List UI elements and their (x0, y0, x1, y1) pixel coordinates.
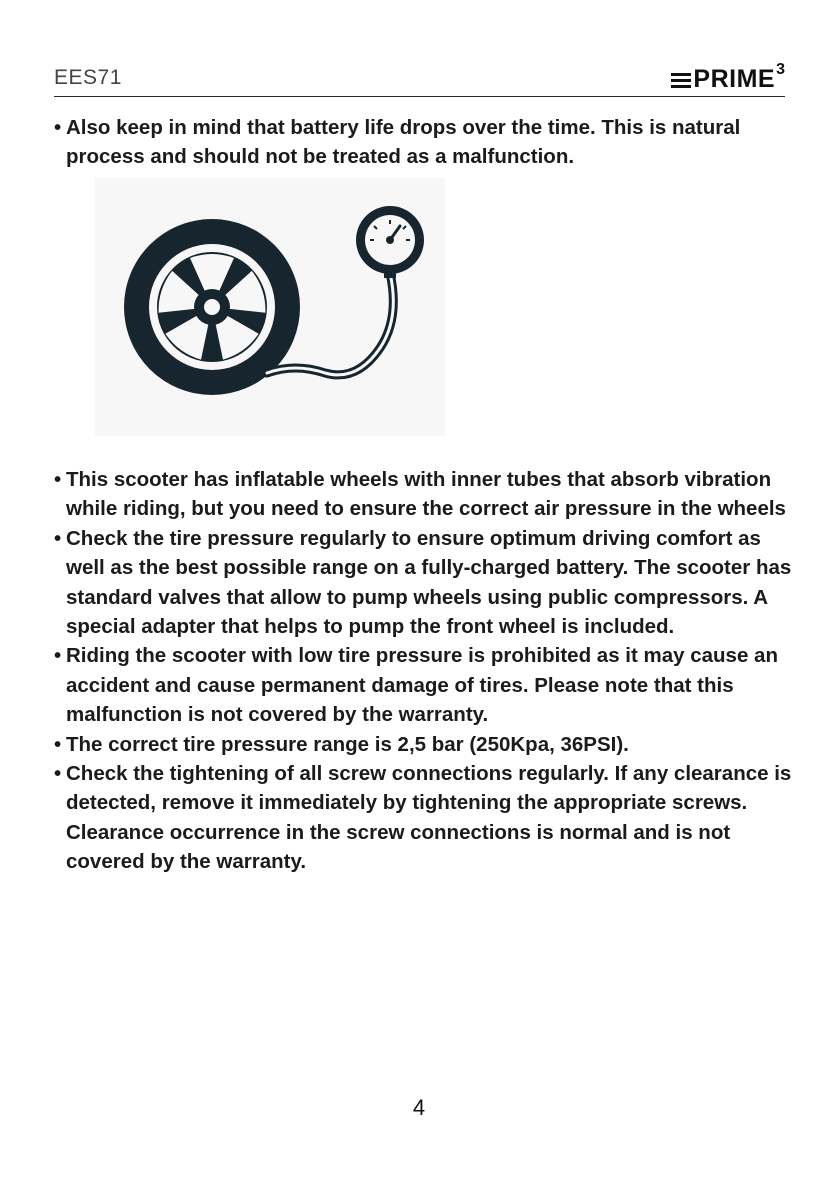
page-header (54, 62, 785, 97)
list-item (54, 641, 794, 729)
page-number: 4 (412, 1095, 426, 1120)
bullet-text: Check the tire pressure regularly to ensure optimum driving comfort as well as the best possible range on a fully-charged battery. The scooter has standard valves that allow to pump wheels using public compressors. A special adapter that helps to pump the front wheel is included. (66, 526, 792, 639)
illustration (95, 178, 445, 436)
list-item (54, 730, 794, 759)
bullet-dot: • (54, 468, 62, 491)
brand-superscript: 3 (776, 61, 785, 78)
tire-bullet-list (54, 465, 794, 877)
bullet-text: Riding the scooter with low tire pressure is prohibited as it may cause an accident and cause permanent damage of tires. Please note that this malfunction is not covered by the warranty. (66, 644, 778, 727)
bullet-text: Check the tightening of all screw connections regularly. If any clearance is detected, remove it immediately by tightening the appropriate screws. Clearance occurrence in the screw connections is normal and is not covered by the warranty. (66, 762, 792, 874)
brand-lines-icon (671, 73, 691, 88)
list-item (54, 113, 794, 172)
bullet-dot: • (54, 526, 62, 550)
brand-logo (671, 62, 785, 92)
tire-pressure-gauge-icon (95, 178, 445, 436)
bullet-dot: • (54, 644, 62, 668)
list-item (54, 524, 794, 642)
bullet-dot: • (54, 732, 62, 756)
bullet-dot: • (54, 762, 62, 786)
model-name: EES71 (54, 66, 122, 89)
bullet-text: The correct tire pressure range is 2,5 bar (250Kpa, 36PSI). (66, 732, 629, 756)
list-item (54, 759, 794, 877)
intro-bullet-list (54, 113, 794, 172)
list-item (54, 465, 794, 524)
bullet-text: Also keep in mind that battery life drops over the time. This is natural process and should not be treated as a malfunction. (66, 116, 741, 169)
bullet-dot: • (54, 116, 62, 139)
brand-name: PRIME (693, 65, 776, 93)
bullet-text: This scooter has inflatable wheels with inner tubes that absorb vibration while riding, but you need to ensure the correct air pressure in the wheels (66, 468, 786, 521)
